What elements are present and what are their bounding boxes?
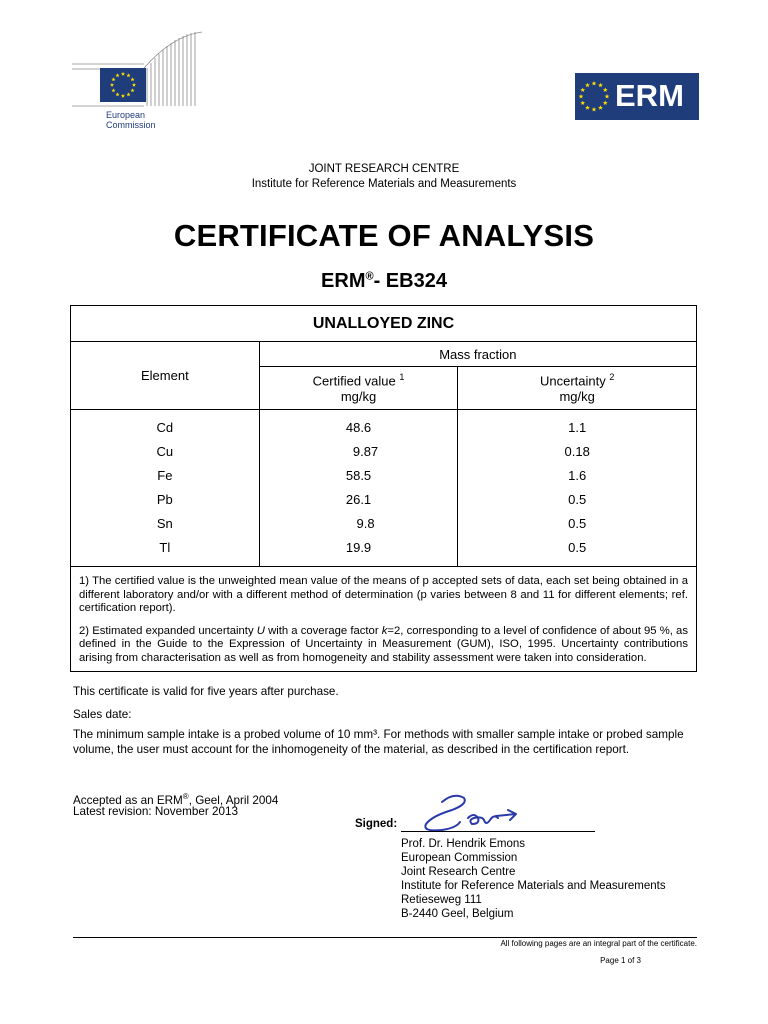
certified-value-cell: 58.5: [345, 468, 372, 483]
element-cell: Tl: [159, 540, 171, 555]
uncertainty-cell: 0.5: [568, 540, 587, 555]
element-cell: Fe: [157, 468, 173, 483]
sales-date: Sales date:: [73, 708, 132, 721]
revision-text: Latest revision: November 2013: [73, 805, 239, 818]
certification-table: [70, 305, 697, 672]
certificate-title: CERTIFICATE OF ANALYSIS: [173, 218, 595, 253]
signer-name: Prof. Dr. Hendrik Emons: [401, 838, 525, 850]
certified-value-cell: 9.8: [356, 516, 375, 531]
signer-city: B-2440 Geel, Belgium: [401, 908, 514, 920]
handwritten-signature: [412, 790, 532, 835]
signer-institute: Institute for Reference Materials and Measurements: [401, 880, 666, 892]
certified-value-cell: 19.9: [345, 540, 372, 555]
material-name: UNALLOYED ZINC: [71, 306, 697, 342]
uncertainty-cell: 0.18: [564, 444, 590, 459]
signer-street: Retieseweg 111: [401, 894, 482, 906]
certified-value-cell: 26.1: [345, 492, 372, 507]
mass-fraction-header: Mass fraction: [259, 342, 696, 367]
uncertainty-unit: mg/kg: [559, 388, 595, 404]
erm-logo-subtitle: European Reference Materials: [583, 110, 691, 119]
material-code: ERM®- EB324: [321, 270, 447, 292]
certified-value-cell: 48.6: [345, 420, 372, 435]
jrc-heading: JOINT RESEARCH CENTRE: [308, 163, 460, 175]
ec-logo-label: European Commission: [106, 110, 156, 130]
certified-value-column: [259, 410, 458, 567]
signed-label: Signed:: [355, 818, 398, 830]
erm-logo-text: ERM: [615, 78, 684, 113]
element-cell: Cd: [156, 420, 174, 435]
accepted-text: Accepted as an ERM®, Geel, April 2004: [73, 792, 279, 807]
uncertainty-cell: 0.5: [568, 492, 587, 507]
element-cell: Cu: [156, 444, 174, 459]
institute-heading: Institute for Reference Materials and Measurements: [251, 178, 517, 190]
uncertainty-column: [458, 410, 697, 567]
certified-value-cell: 9.87: [352, 444, 379, 459]
uncertainty-cell: 0.5: [568, 516, 587, 531]
footer-note: All following pages are an integral part of the certificate.: [500, 939, 697, 948]
element-cell: Pb: [156, 492, 173, 507]
footer-divider: [73, 937, 697, 938]
signer-centre: Joint Research Centre: [401, 866, 516, 878]
validity-text: This certificate is valid for five years after purchase.: [73, 685, 339, 698]
page-number: Page 1 of 3: [600, 956, 641, 965]
footnote-2: 2) Estimated expanded uncertainty U with a coverage factor k=2, corresponding to a level of confidence of about 95 %, as defined in the Guide to the Expression of Uncertainty in Measurement (GUM), ISO, 1995. Uncertainty contributions arising from characterisation as well as from homogeneity and stability assessment were taken into consideration.: [79, 624, 688, 664]
uncertainty-header: Uncertainty $^2$ mg/kg: [458, 367, 697, 410]
element-column-header: Element: [71, 342, 260, 410]
uncertainty-cell: 1.6: [568, 468, 587, 483]
element-cell: Sn: [156, 516, 173, 531]
uncertainty-cell: 1.1: [568, 420, 587, 435]
signer-block: [401, 837, 666, 921]
element-column: [71, 410, 260, 567]
sample-intake-text: The minimum sample intake is a probed volume of 10 mm³. For methods with smaller sample intake or probed sample volume, the user must account for the inhomogeneity of the material, as described in the certification report.: [73, 728, 684, 756]
table-footnotes: [71, 567, 697, 672]
certified-unit: mg/kg: [340, 388, 377, 404]
certified-value-header: Certified value $^1$ mg/kg: [259, 367, 458, 410]
footnote-1: 1) The certified value is the unweighted mean value of the means of p accepted sets of data, each set being obtained in a different laboratory and/or with a different method of determination (p varies between 8 and 11 for different elements; ref. certification report).: [79, 575, 688, 614]
signer-organisation: European Commission: [401, 852, 518, 864]
signature-line: [401, 831, 595, 832]
